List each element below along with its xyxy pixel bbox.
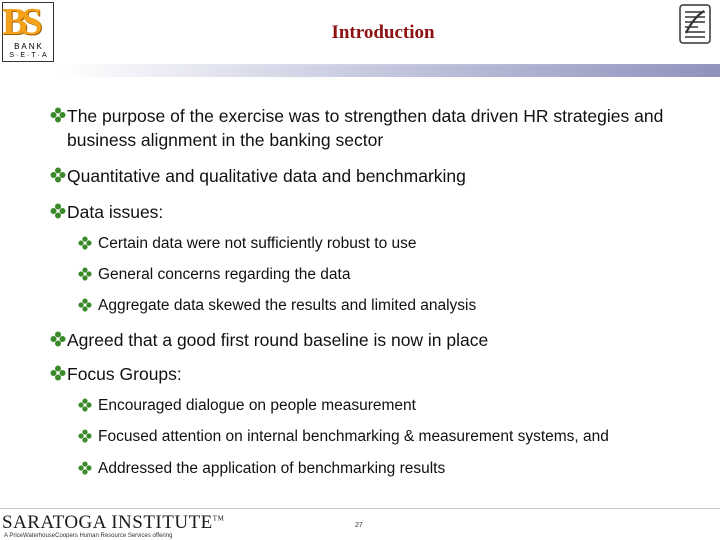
logo-seta-text: S·E·T·A — [9, 52, 49, 59]
diamond-bullet-icon — [50, 331, 66, 347]
bullet-item — [50, 200, 163, 224]
diamond-bullet-icon — [50, 107, 66, 123]
bullet-text: Certain data were not sufficiently robust to use — [98, 235, 417, 252]
resolve-label: Resolve — [672, 54, 711, 65]
bullet-text: Quantitative and qualitative data and benchmarking — [67, 166, 466, 186]
sub-bullet-item — [50, 396, 416, 416]
bullet-text: Focused attention on internal benchmarking & measurement systems, and — [98, 428, 609, 445]
trademark: TM — [212, 514, 225, 523]
resolve-logo-icon — [678, 3, 712, 45]
slide-title: Introduction — [331, 22, 435, 43]
diamond-bullet-icon — [78, 267, 92, 281]
bullet-text: Aggregate data skewed the results and limited analysis — [98, 297, 477, 314]
bullet-item — [50, 104, 710, 152]
sub-bullet-item — [50, 234, 417, 254]
diamond-bullet-icon — [50, 365, 66, 381]
footer-rule — [0, 508, 720, 509]
saratoga-logo-text — [2, 512, 224, 534]
diamond-bullet-icon — [50, 203, 66, 219]
page-number: 27 — [355, 522, 363, 529]
logo-letters: BS — [2, 1, 37, 43]
diamond-bullet-icon — [50, 167, 66, 183]
diamond-bullet-icon — [78, 461, 92, 475]
header-band — [58, 66, 720, 77]
sub-bullet-item — [50, 296, 476, 316]
diamond-bullet-icon — [78, 236, 92, 250]
saratoga-tagline: A PriceWaterhouseCoopers Human Resource Services offering — [4, 533, 173, 539]
diamond-bullet-icon — [78, 429, 92, 443]
sub-bullet-item — [50, 459, 445, 479]
bullet-text: Addressed the application of benchmarking results — [98, 460, 446, 477]
sub-bullet-item — [50, 265, 350, 285]
bullet-text: Focus Groups: — [67, 364, 182, 384]
bullet-text: General concerns regarding the data — [98, 266, 351, 283]
bullet-text: The purpose of the exercise was to strengthen data driven HR strategies and business alignment in the banking sector — [67, 106, 664, 150]
bullet-item — [50, 164, 466, 188]
diamond-bullet-icon — [78, 298, 92, 312]
bullet-text: Agreed that a good first round baseline is now in place — [67, 330, 489, 350]
saratoga-name: SARATOGA INSTITUTE — [2, 512, 213, 533]
bullet-text: Data issues: — [67, 202, 164, 222]
bullet-text: Encouraged dialogue on people measurement — [98, 397, 416, 414]
bullet-item — [50, 328, 488, 352]
diamond-bullet-icon — [78, 398, 92, 412]
sub-bullet-item — [50, 427, 609, 447]
bullet-item — [50, 362, 182, 386]
copyright-text: Copyright © Resolve 2004 — [613, 526, 713, 536]
logo-bank-text: BANK — [14, 42, 44, 51]
